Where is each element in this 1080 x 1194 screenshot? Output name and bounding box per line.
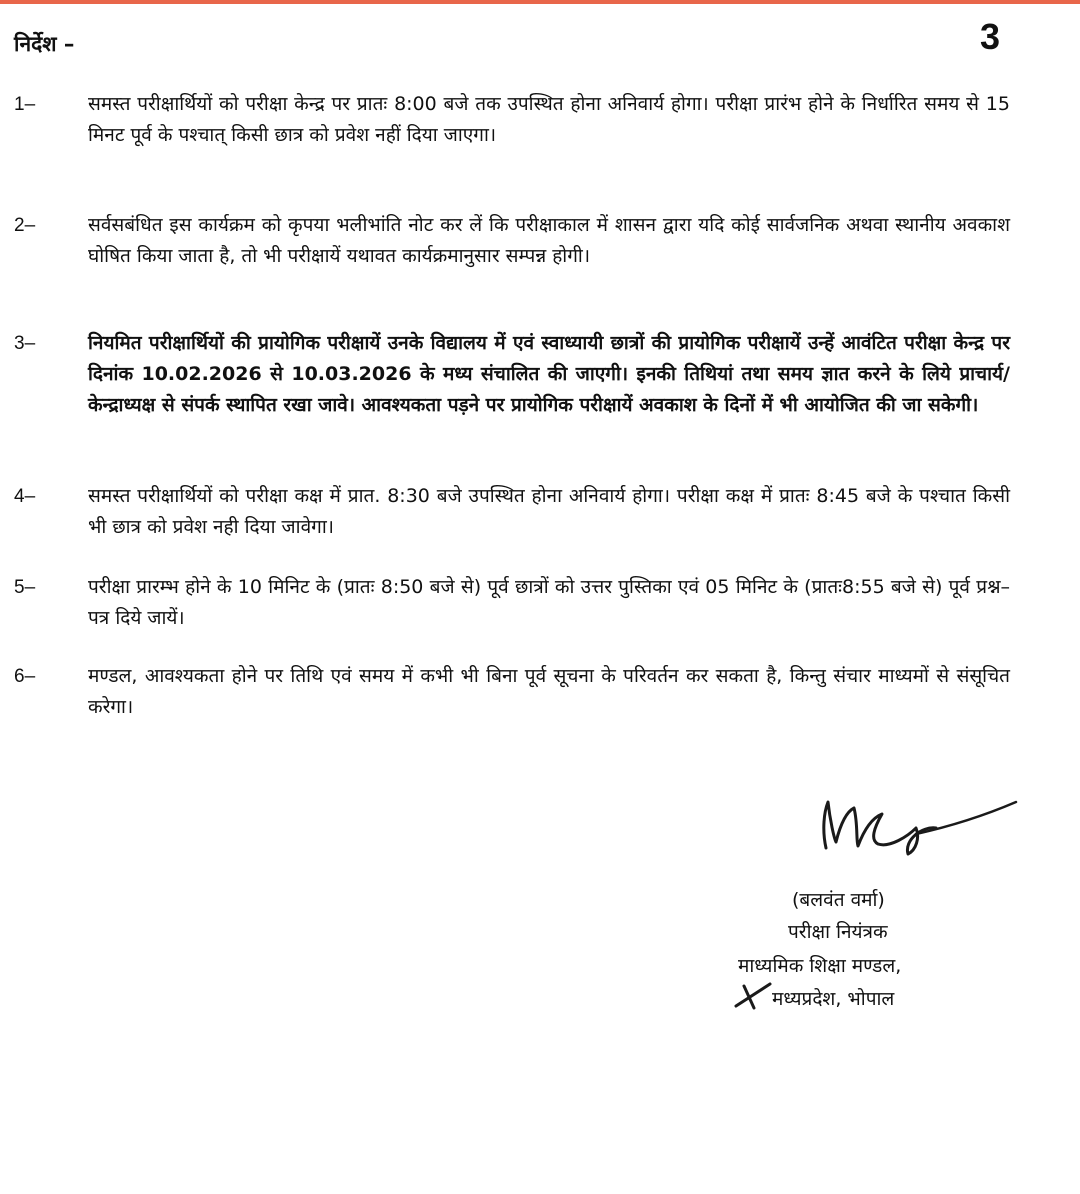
instruction-text: परीक्षा प्रारम्भ होने के 10 मिनिट के (प्रातः 8:50 बजे से) पूर्व छात्रों को उत्तर पुस्तिका एवं 05 मिनिट के (प्रातः8:55 बजे से) पूर्व प्रश्न–पत्र दिये जायें। [88, 576, 1010, 629]
instruction-text: समस्त परीक्षार्थियों को परीक्षा कक्ष में प्रात. 8:30 बजे उपस्थित होना अनिवार्य होगा। परीक्षा कक्ष में प्रातः 8:45 बजे के पश्चात किसी भी छात्र को प्रवेश नही दिया जावेगा। [88, 485, 1010, 538]
handwritten-strike-mark [730, 978, 776, 1012]
instruction-number: 6– [14, 666, 36, 687]
signatory-location: मध्यप्रदेश, भोपाल [772, 988, 895, 1010]
instruction-text: समस्त परीक्षार्थियों को परीक्षा केन्द्र पर प्रातः 8:00 बजे तक उपस्थित होना अनिवार्य होगा। परीक्षा प्रारंभ होने के निर्धारित समय से 15 मिनट पूर्व के पश्चात् किसी छात्र को प्रवेश नहीं दिया जाएगा। [88, 93, 1010, 146]
top-accent-bar [0, 0, 1080, 4]
instruction-number: 1– [14, 94, 36, 115]
signatory-organization: माध्यमिक शिक्षा मण्डल, [738, 955, 902, 977]
signatory-designation: परीक्षा नियंत्रक [788, 921, 888, 943]
instruction-text: मण्डल, आवश्यकता होने पर तिथि एवं समय में कभी भी बिना पूर्व सूचना के परिवर्तन कर सकता है, किन्तु संचार माध्यमों से संसूचित करेगा। [88, 665, 1010, 718]
instruction-number: 2– [14, 215, 36, 236]
signatory-name: (बलवंत वर्मा) [792, 889, 885, 911]
instruction-number: 5– [14, 577, 36, 598]
instruction-number: 4– [14, 486, 36, 507]
instruction-text: नियमित परीक्षार्थियों की प्रायोगिक परीक्षायें उनके विद्यालय में एवं स्वाध्यायी छात्रों की प्रायोगिक परीक्षायें उन्हें आवंटित परीक्षा केन्द्र पर दिनांक 10.02.2026 से 10.03.2026 के मध्य संचालित की जाएगी। इनकी तिथियां तथा समय ज्ञात करने के लिये प्राचार्य/केन्द्राध्यक्ष से संपर्क स्थापित रखा जावे। आवश्यकता पड़ने पर प्रायोगिक परीक्षायें अवकाश के दिनों में भी आयोजित की जा सकेगी। [88, 332, 1010, 416]
handwritten-signature [812, 790, 1022, 870]
instructions-heading: निर्देश – [14, 32, 75, 56]
instruction-number: 3– [14, 333, 36, 354]
page-number: 3 [980, 16, 1001, 57]
instruction-text: सर्वसबंधित इस कार्यक्रम को कृपया भलीभांति नोट कर लें कि परीक्षाकाल में शासन द्वारा यदि कोई सार्वजनिक अथवा स्थानीय अवकाश घोषित किया जाता है, तो भी परीक्षायें यथावत कार्यक्रमानुसार सम्पन्न होगी। [88, 214, 1010, 267]
